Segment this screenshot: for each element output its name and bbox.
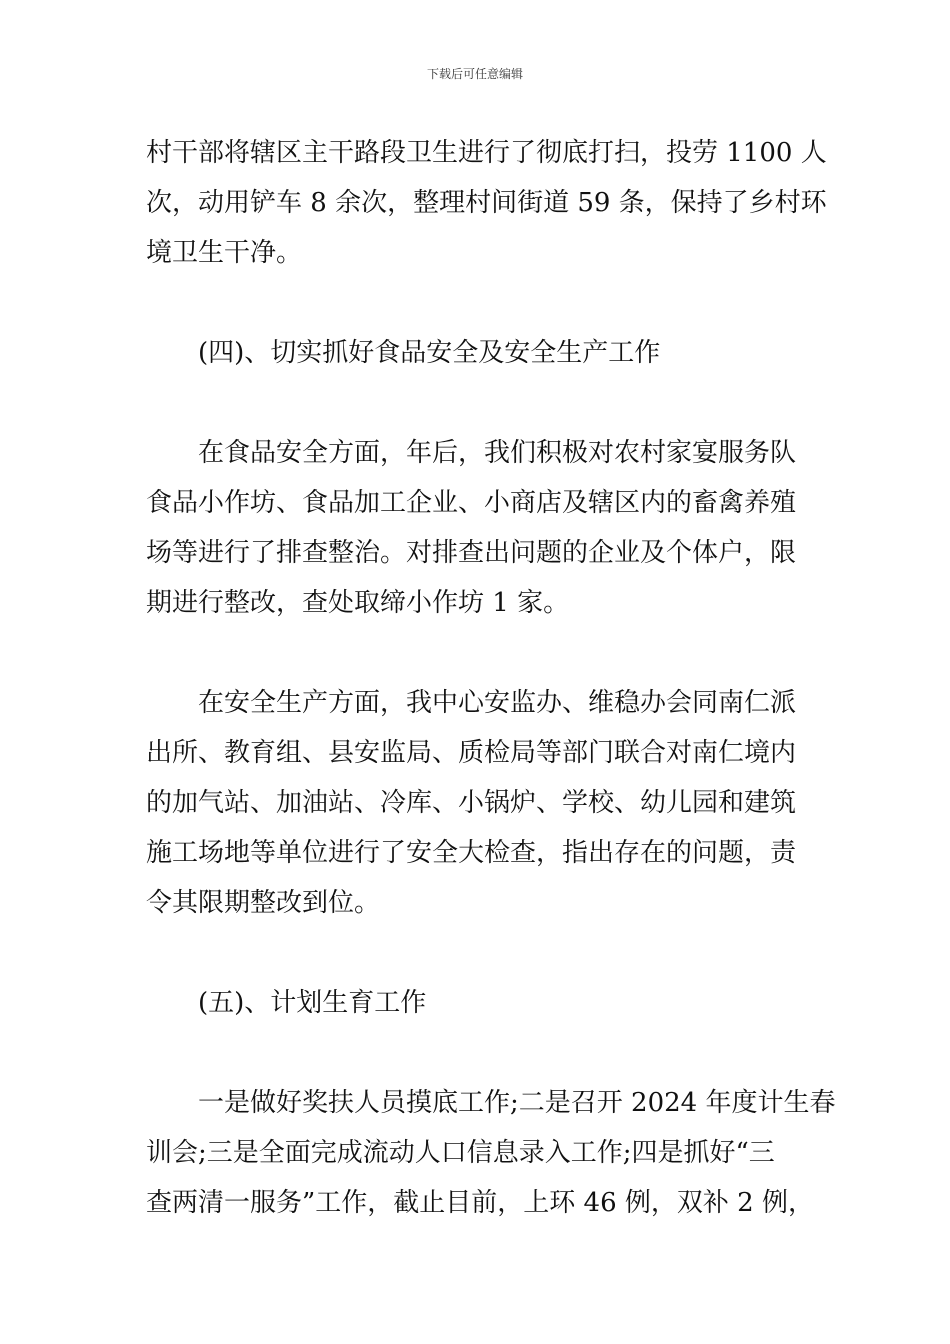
- text-line: 令其限期整改到位。: [146, 888, 381, 918]
- text-line: 训会;三是全面完成流动人口信息录入工作;四是抓好“三: [146, 1138, 775, 1168]
- text-line: 施工场地等单位进行了安全大检查，指出存在的问题，责: [146, 838, 797, 868]
- text-line: 一是做好奖扶人员摸底工作;二是召开 2024 年度计生春: [198, 1088, 836, 1118]
- page-header-note: 下载后可任意编辑: [426, 67, 523, 81]
- text-line: 期进行整改，查处取缔小作坊 1 家。: [146, 588, 570, 618]
- text-line: 次，动用铲车 8 余次，整理村间街道 59 条，保持了乡村环: [146, 188, 827, 218]
- paragraph-gap: [146, 628, 810, 678]
- section-heading-family-planning: (五)、计划生育工作: [198, 988, 427, 1018]
- text-line: 食品小作坊、食品加工企业、小商店及辖区内的畜禽养殖: [146, 488, 797, 518]
- paragraph-family-planning: [146, 1078, 836, 1228]
- paragraph-gap: [146, 278, 810, 328]
- text-line: 的加气站、加油站、冷库、小锅炉、学校、幼儿园和建筑: [146, 788, 797, 818]
- paragraph-environment-cleanup: [146, 128, 827, 278]
- text-line: 在食品安全方面，年后，我们积极对农村家宴服务队: [198, 438, 797, 468]
- text-line: 村干部将辖区主干路段卫生进行了彻底打扫，投劳 1100 人: [146, 138, 827, 168]
- paragraph-gap: [146, 1028, 810, 1078]
- paragraph-gap: [146, 928, 810, 978]
- document-body: [146, 128, 836, 1228]
- paragraph-gap: [146, 378, 810, 428]
- paragraph-food-safety: [146, 428, 810, 628]
- text-line: 场等进行了排查整治。对排查出问题的企业及个体户，限: [146, 538, 797, 568]
- text-line: 出所、教育组、县安监局、质检局等部门联合对南仁境内: [146, 738, 797, 768]
- text-line: 查两清一服务”工作，截止目前，上环 46 例，双补 2 例，: [146, 1188, 814, 1218]
- text-line: 境卫生干净。: [146, 238, 303, 268]
- text-line: 在安全生产方面，我中心安监办、维稳办会同南仁派: [198, 688, 797, 718]
- section-heading-food-safety: (四)、切实抓好食品安全及安全生产工作: [198, 338, 661, 368]
- paragraph-production-safety: [146, 678, 810, 928]
